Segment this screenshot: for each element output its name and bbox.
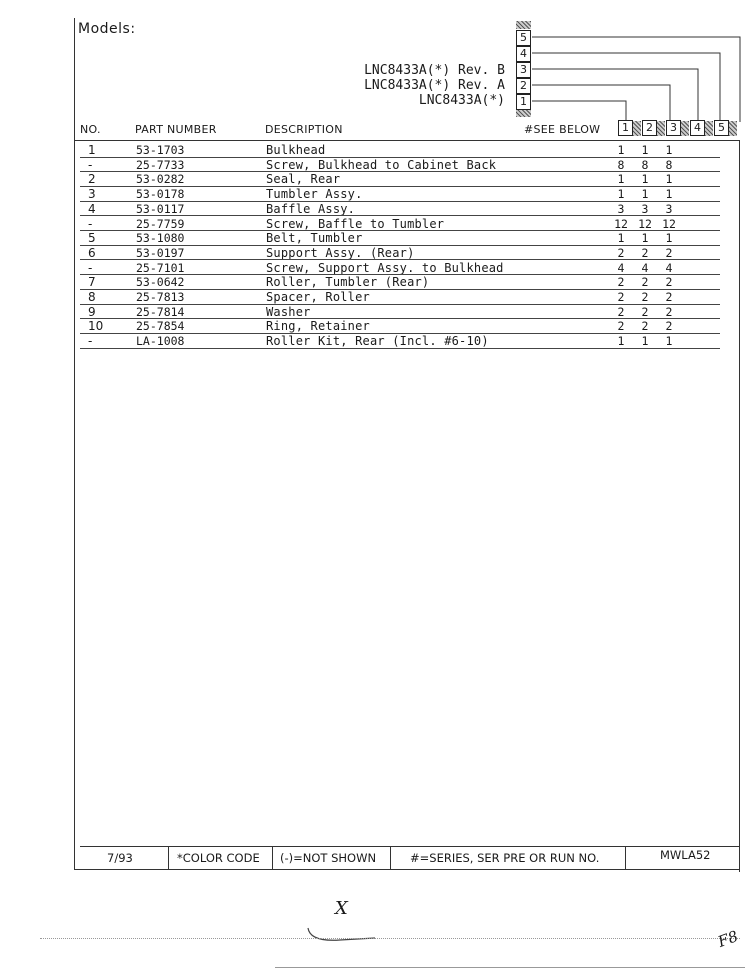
connector-5 xyxy=(532,37,740,122)
part-number: 25-7733 xyxy=(136,157,185,172)
description: Ring, Retainer xyxy=(266,319,370,334)
qty-model-3: 2 xyxy=(665,275,673,290)
item-number: 7 xyxy=(88,275,96,290)
table-row xyxy=(80,172,740,187)
qty-model-2: 4 xyxy=(641,260,649,275)
col-no-header: NO. xyxy=(80,123,101,136)
qty-model-2: 3 xyxy=(641,201,649,216)
description: Baffle Assy. xyxy=(266,201,356,216)
description: Roller Kit, Rear (Incl. #6-10) xyxy=(266,334,489,349)
table-row xyxy=(80,246,740,261)
description: Screw, Support Assy. to Bulkhead xyxy=(266,260,504,275)
qty-model-2: 1 xyxy=(641,231,649,246)
description: Roller, Tumbler (Rear) xyxy=(266,275,430,290)
qty-model-2: 1 xyxy=(641,187,649,202)
footer-divider-2 xyxy=(272,846,273,869)
bottom-edge-rule xyxy=(275,967,745,968)
table-row xyxy=(80,334,740,349)
qty-model-1: 12 xyxy=(614,216,628,231)
qty-model-3: 1 xyxy=(665,334,673,349)
item-number: 9 xyxy=(88,304,96,319)
footer-divider-3 xyxy=(390,846,391,869)
stack-box-5: 5 xyxy=(516,30,531,46)
part-number: 53-0282 xyxy=(136,172,185,187)
item-number: - xyxy=(88,260,93,275)
description: Washer xyxy=(266,304,311,319)
stack-box-3: 3 xyxy=(516,62,531,78)
model-col-shade-3 xyxy=(681,121,689,136)
part-number: 25-7814 xyxy=(136,304,185,319)
qty-model-3: 2 xyxy=(665,290,673,304)
part-number: LA-1008 xyxy=(136,334,185,349)
item-number: - xyxy=(88,157,93,172)
footer-not-shown: (-)=NOT SHOWN xyxy=(280,851,377,865)
table-row xyxy=(80,290,740,305)
qty-model-3: 1 xyxy=(665,231,673,246)
qty-model-3: 1 xyxy=(665,143,673,157)
model-col-5: 5 xyxy=(714,120,729,136)
model-col-shade-1 xyxy=(633,121,641,136)
qty-model-1: 1 xyxy=(617,187,625,202)
qty-model-1: 1 xyxy=(617,172,625,187)
description: Bulkhead xyxy=(266,143,326,157)
row-rule xyxy=(80,348,720,349)
model-col-shade-4 xyxy=(705,121,713,136)
qty-model-1: 4 xyxy=(617,260,625,275)
qty-model-3: 1 xyxy=(665,187,673,202)
footer-color-code: *COLOR CODE xyxy=(177,851,260,865)
item-number: 3 xyxy=(88,187,96,202)
bottom-border xyxy=(74,869,740,870)
item-number: 10 xyxy=(88,319,104,334)
qty-model-3: 1 xyxy=(665,172,673,187)
footer-series: #=SERIES, SER PRE OR RUN NO. xyxy=(410,851,600,865)
table-row xyxy=(80,187,740,202)
footer-top-rule xyxy=(80,846,740,847)
model-col-shade-5 xyxy=(729,121,737,136)
description: Seal, Rear xyxy=(266,172,341,187)
qty-model-1: 1 xyxy=(617,334,625,349)
connector-1 xyxy=(532,101,626,122)
qty-model-3: 2 xyxy=(665,304,673,319)
qty-model-2: 2 xyxy=(641,245,649,260)
table-row xyxy=(80,217,740,232)
model-col-3: 3 xyxy=(666,120,681,136)
part-number: 53-1080 xyxy=(136,231,185,246)
qty-model-2: 12 xyxy=(638,216,652,231)
model-line-rev-b: LNC8433A(*) Rev. B xyxy=(364,63,505,78)
qty-model-1: 3 xyxy=(617,201,625,216)
part-number: 53-0642 xyxy=(136,275,185,290)
table-row xyxy=(80,143,740,158)
item-number: 1 xyxy=(88,143,96,157)
scan-dotted-line xyxy=(40,938,740,939)
part-number: 53-0197 xyxy=(136,245,185,260)
part-number: 53-0178 xyxy=(136,187,185,202)
qty-model-3: 2 xyxy=(665,319,673,334)
item-number: 5 xyxy=(88,231,96,246)
item-number: 8 xyxy=(88,290,96,304)
table-row xyxy=(80,261,740,276)
qty-model-2: 1 xyxy=(641,143,649,157)
footer-doc-code: MWLA52 xyxy=(660,848,711,862)
footer-divider-4 xyxy=(625,846,626,869)
model-line-rev-a: LNC8433A(*) Rev. A xyxy=(364,78,505,93)
qty-model-1: 1 xyxy=(617,231,625,246)
description: Spacer, Roller xyxy=(266,290,370,304)
qty-model-1: 2 xyxy=(617,245,625,260)
part-number: 25-7854 xyxy=(136,319,185,334)
description: Screw, Bulkhead to Cabinet Back xyxy=(266,157,497,172)
stack-box-4: 4 xyxy=(516,46,531,62)
footer-divider-1 xyxy=(168,846,169,869)
part-number: 25-7813 xyxy=(136,290,185,304)
qty-model-1: 8 xyxy=(617,157,625,172)
models-label: Models: xyxy=(78,21,136,37)
qty-model-2: 1 xyxy=(641,172,649,187)
col-part-number-header: PART NUMBER xyxy=(135,123,217,136)
model-col-4: 4 xyxy=(690,120,705,136)
item-number: 6 xyxy=(88,245,96,260)
qty-model-1: 2 xyxy=(617,290,625,304)
header-rule xyxy=(74,140,740,141)
part-number: 25-7759 xyxy=(136,216,185,231)
table-row xyxy=(80,231,740,246)
connector-2 xyxy=(532,85,670,122)
table-row xyxy=(80,202,740,217)
qty-model-1: 2 xyxy=(617,275,625,290)
qty-model-1: 1 xyxy=(617,143,625,157)
handwritten-curve xyxy=(300,920,380,950)
qty-model-1: 2 xyxy=(617,304,625,319)
qty-model-3: 8 xyxy=(665,157,673,172)
footer-date: 7/93 xyxy=(107,851,133,865)
connector-3 xyxy=(532,69,698,122)
description: Support Assy. (Rear) xyxy=(266,245,415,260)
qty-model-3: 2 xyxy=(665,245,673,260)
table-row xyxy=(80,305,740,320)
part-number: 25-7101 xyxy=(136,260,185,275)
model-col-1: 1 xyxy=(618,120,633,136)
qty-model-2: 2 xyxy=(641,290,649,304)
item-number: - xyxy=(88,334,93,349)
qty-model-3: 12 xyxy=(662,216,676,231)
page-mark: F8 xyxy=(715,927,741,951)
item-number: 2 xyxy=(88,172,96,187)
item-number: - xyxy=(88,216,93,231)
col-description-header: DESCRIPTION xyxy=(265,123,343,136)
qty-model-2: 2 xyxy=(641,319,649,334)
table-row xyxy=(80,275,740,290)
description: Belt, Tumbler xyxy=(266,231,363,246)
qty-model-2: 8 xyxy=(641,157,649,172)
qty-model-3: 3 xyxy=(665,201,673,216)
part-number: 53-0117 xyxy=(136,201,185,216)
stack-box-2: 2 xyxy=(516,78,531,94)
model-col-2: 2 xyxy=(642,120,657,136)
qty-model-1: 2 xyxy=(617,319,625,334)
item-number: 4 xyxy=(88,201,96,216)
table-row xyxy=(80,158,740,173)
part-number: 53-1703 xyxy=(136,143,185,157)
col-see-below-header: #SEE BELOW xyxy=(524,123,601,136)
model-line-base: LNC8433A(*) xyxy=(418,93,505,108)
qty-model-2: 2 xyxy=(641,304,649,319)
table-row xyxy=(80,319,740,334)
stack-box-1: 1 xyxy=(516,94,531,110)
model-col-shade-2 xyxy=(657,121,665,136)
handwritten-x-mark: X xyxy=(335,898,348,919)
description: Tumbler Assy. xyxy=(266,187,363,202)
qty-model-2: 2 xyxy=(641,275,649,290)
description: Screw, Baffle to Tumbler xyxy=(266,216,445,231)
qty-model-2: 1 xyxy=(641,334,649,349)
qty-model-3: 4 xyxy=(665,260,673,275)
